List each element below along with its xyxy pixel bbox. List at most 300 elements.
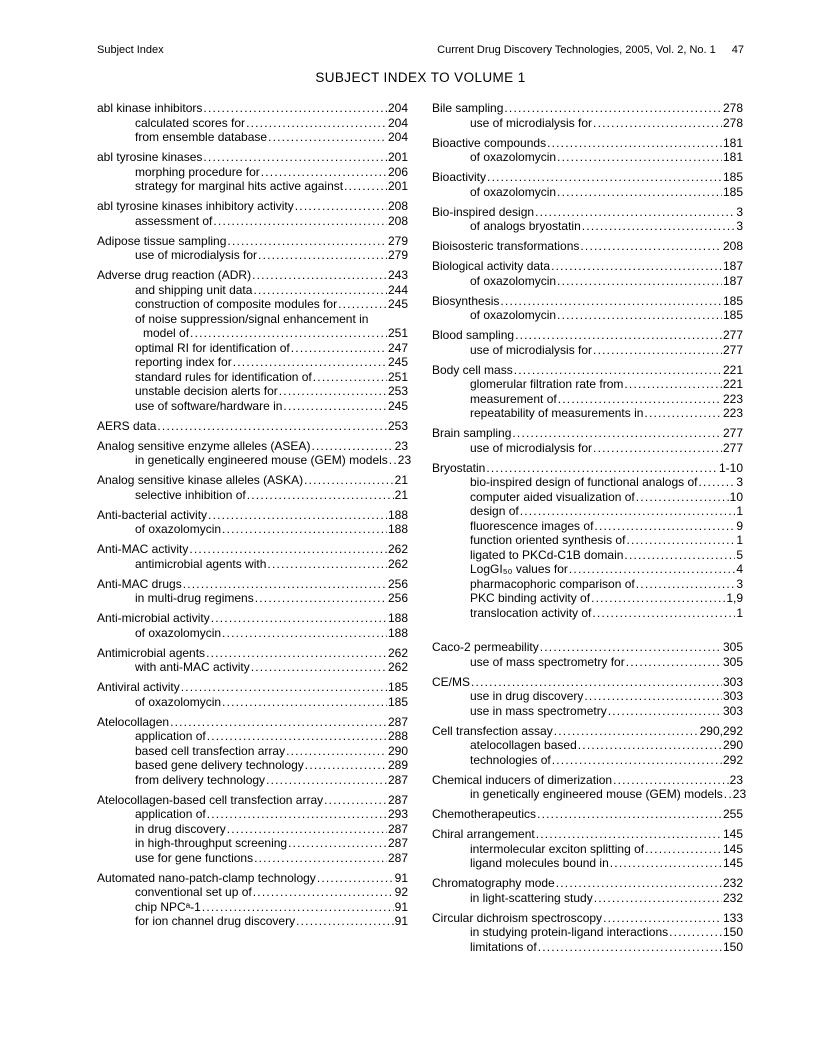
- index-subentry: [97, 885, 408, 900]
- index-entry: [97, 871, 408, 886]
- index-subentry: [97, 370, 408, 385]
- leader-dots: [610, 856, 722, 871]
- page-ref: 287: [387, 821, 408, 836]
- page-ref: 287: [387, 792, 408, 807]
- index-term: Adipose tissue sampling: [97, 233, 227, 248]
- index-column-left: [97, 101, 412, 954]
- index-term: from delivery technology: [135, 772, 266, 787]
- page-ref: 185: [722, 184, 743, 199]
- index-subentry: [432, 925, 743, 940]
- index-term: Bryostatin: [432, 460, 486, 475]
- index-term: in drug discovery: [135, 821, 226, 836]
- page-ref: 303: [722, 674, 743, 689]
- index-subentry: [97, 773, 408, 788]
- index-subentry: [97, 744, 408, 759]
- leader-dots: [580, 239, 722, 254]
- index-group: [97, 150, 408, 194]
- leader-dots: [268, 130, 387, 145]
- index-entry: [97, 473, 408, 488]
- page-ref: 21: [394, 473, 408, 487]
- leader-dots: [304, 473, 394, 488]
- index-term: use of microdialysis for: [470, 342, 593, 357]
- index-group: [432, 772, 747, 802]
- leader-dots: [557, 274, 722, 289]
- index-term: pharmacophoric comparison of: [470, 576, 635, 591]
- page-ref: 1,9: [726, 591, 743, 605]
- index-subentry: [432, 577, 743, 592]
- index-term: Anti-bacterial activity: [97, 507, 208, 522]
- page-ref: 256: [387, 591, 408, 605]
- leader-dots: [246, 116, 387, 131]
- index-entry: [97, 793, 408, 808]
- index-term: Analog sensitive enzyme alleles (ASEA): [97, 438, 311, 453]
- page-ref: 287: [387, 850, 408, 865]
- index-term: use of microdialysis for: [470, 440, 593, 455]
- index-term: assessment of: [135, 213, 213, 228]
- index-term: repeatability of measurements in: [470, 406, 644, 420]
- page-ref: 10: [729, 489, 743, 504]
- index-term: Bio-inspired design: [432, 204, 535, 219]
- leader-dots: [552, 753, 722, 768]
- page-ref: 201: [387, 150, 408, 164]
- leader-dots: [286, 744, 387, 759]
- page-ref: 255: [722, 807, 743, 821]
- page-ref: 23: [732, 787, 747, 801]
- page-ref: 293: [387, 807, 408, 821]
- leader-dots: [504, 101, 722, 116]
- page-ref: 251: [387, 369, 408, 384]
- index-subentry: [97, 399, 408, 414]
- index-group: [97, 577, 408, 606]
- page-ref: 245: [387, 297, 408, 311]
- index-subentry: [432, 274, 743, 289]
- leader-dots: [584, 689, 722, 704]
- index-term: of noise suppression/signal enhancement in: [135, 311, 369, 326]
- index-group: [432, 170, 743, 199]
- leader-dots: [296, 914, 394, 929]
- index-columns: [97, 101, 747, 954]
- index-subentry: [97, 297, 408, 312]
- leader-dots: [624, 377, 722, 392]
- index-subentry: [97, 807, 408, 822]
- page-ref: 3: [736, 204, 743, 219]
- index-subentry: [97, 283, 408, 298]
- index-entry: [97, 234, 408, 249]
- leader-dots: [233, 355, 387, 370]
- running-head-right: [437, 44, 744, 57]
- page-ref: 287: [387, 836, 408, 850]
- page-ref: 279: [387, 233, 408, 248]
- index-entry: [432, 136, 743, 151]
- index-term: Automated nano-patch-clamp technology: [97, 870, 316, 885]
- page-ref: 278: [722, 101, 743, 115]
- leader-dots: [170, 715, 387, 730]
- index-term: Biological activity data: [432, 259, 551, 273]
- leader-dots: [645, 842, 722, 857]
- page-ref: 23: [394, 438, 408, 453]
- index-entry: [97, 715, 408, 730]
- page-ref: 1: [736, 504, 743, 518]
- page-ref: 187: [722, 273, 743, 288]
- index-subentry: [97, 660, 408, 675]
- leader-dots: [207, 729, 387, 744]
- index-subentry: [97, 179, 408, 194]
- page-ref: 244: [387, 282, 408, 297]
- index-term: Cell transfection assay: [432, 723, 553, 738]
- leader-dots: [222, 695, 387, 710]
- leader-dots: [389, 453, 397, 468]
- index-term: of oxazolomycin: [470, 308, 557, 322]
- journal-citation: Current Drug Discovery Technologies, 2005, Vol. 2, No. 1: [437, 44, 716, 56]
- index-term: intermolecular exciton splitting of: [470, 841, 645, 856]
- index-entry: [97, 150, 408, 165]
- index-group: [97, 101, 408, 145]
- index-entry: [432, 773, 743, 788]
- page-ref: 133: [722, 910, 743, 925]
- index-subentry: [432, 377, 743, 392]
- page-ref: 288: [387, 729, 408, 743]
- index-group: [97, 793, 408, 866]
- page-ref: 91: [394, 899, 408, 914]
- leader-dots: [279, 384, 387, 399]
- index-subentry: [432, 533, 743, 548]
- index-subentry: [432, 116, 743, 131]
- index-group: [432, 239, 743, 254]
- index-group: [432, 640, 743, 669]
- index-entry: [97, 199, 408, 214]
- index-term: Bioactive compounds: [432, 135, 547, 150]
- page-number: 47: [731, 44, 744, 56]
- index-term: optimal RI for identification of: [135, 340, 290, 355]
- leader-dots: [261, 165, 387, 180]
- index-term: function oriented synthesis of: [470, 533, 626, 547]
- index-term: of oxazolomycin: [470, 184, 557, 199]
- index-term: conventional set up of: [135, 885, 252, 899]
- page-ref: 23: [729, 772, 743, 787]
- index-subentry: [432, 689, 743, 704]
- index-term: abl tyrosine kinases inhibitory activity: [97, 199, 294, 213]
- leader-dots: [338, 297, 387, 312]
- leader-dots: [189, 542, 387, 557]
- index-subentry: [97, 116, 408, 131]
- index-term: translocation activity of: [470, 605, 592, 620]
- index-group: [97, 419, 408, 434]
- leader-dots: [551, 259, 722, 274]
- leader-dots: [291, 341, 387, 356]
- index-term: in multi-drug regimens: [135, 591, 254, 605]
- index-subentry: [97, 591, 408, 606]
- index-term: of oxazolomycin: [135, 625, 222, 640]
- page-ref: 221: [722, 362, 743, 377]
- index-subentry: [432, 856, 743, 871]
- index-subentry: [97, 695, 408, 710]
- index-term: fluorescence images of: [470, 518, 594, 533]
- index-entry: [432, 170, 743, 185]
- leader-dots: [500, 294, 722, 309]
- index-subentry: [97, 914, 408, 929]
- page-ref: 262: [387, 556, 408, 571]
- page-ref: 262: [387, 645, 408, 660]
- leader-dots: [569, 562, 735, 577]
- page-ref: 3: [736, 475, 743, 489]
- index-entry: [432, 807, 743, 822]
- index-term: LogGI₅₀ values for: [470, 562, 568, 576]
- index-term: of oxazolomycin: [470, 273, 557, 288]
- index-subentry: [432, 891, 743, 906]
- index-term: Caco-2 permeability: [432, 640, 539, 654]
- leader-dots: [724, 787, 732, 802]
- page-ref: 187: [722, 259, 743, 273]
- page-ref: 277: [722, 328, 743, 342]
- leader-dots: [203, 101, 387, 116]
- index-group: [432, 426, 743, 455]
- page-ref: 223: [722, 406, 743, 420]
- index-subentry: [432, 519, 743, 534]
- index-term: Atelocollagen: [97, 714, 170, 729]
- index-subentry: [97, 384, 408, 399]
- index-term: use of software/hardware in: [135, 398, 283, 413]
- page-ref: 303: [722, 689, 743, 703]
- leader-dots: [540, 640, 722, 655]
- leader-dots: [582, 219, 736, 234]
- index-group: [97, 199, 408, 228]
- leader-dots: [554, 724, 699, 739]
- index-term: of oxazolomycin: [135, 694, 222, 709]
- index-term: application of: [135, 807, 206, 821]
- index-group: [97, 611, 408, 640]
- index-term: Circular dichroism spectroscopy: [432, 910, 603, 925]
- page-ref: 91: [394, 870, 408, 885]
- leader-dots: [157, 419, 387, 434]
- index-group: [432, 101, 743, 130]
- page-ref: 21: [394, 487, 408, 502]
- leader-dots: [253, 885, 394, 900]
- leader-dots: [538, 940, 722, 955]
- leader-dots: [227, 234, 387, 249]
- index-subentry: [97, 355, 408, 370]
- leader-dots: [283, 399, 387, 414]
- index-entry: [97, 101, 408, 116]
- index-term: of oxazolomycin: [135, 522, 222, 536]
- page-ref: 150: [722, 939, 743, 954]
- leader-dots: [254, 851, 387, 866]
- index-term: selective inhibition of: [135, 487, 246, 502]
- index-group: [432, 724, 743, 768]
- index-entry: [432, 675, 743, 690]
- page-ref: 181: [722, 150, 743, 164]
- page-ref: 91: [394, 914, 408, 928]
- page-ref: 185: [722, 170, 743, 184]
- leader-dots: [535, 205, 735, 220]
- index-term: in high-throughput screening: [135, 836, 288, 850]
- index-group: [97, 268, 408, 413]
- index-group: [432, 328, 743, 357]
- index-subentry: [432, 475, 743, 490]
- index-group: [432, 205, 743, 234]
- page-ref: 185: [722, 308, 743, 322]
- index-term: model of: [143, 326, 190, 340]
- index-term: Anti-microbial activity: [97, 611, 210, 625]
- leader-dots: [202, 900, 394, 915]
- index-entry: [432, 363, 743, 378]
- index-group: [432, 136, 743, 165]
- leader-dots: [594, 891, 722, 906]
- index-term: ligated to PKCd-C1B domain: [470, 547, 624, 562]
- page-ref: 245: [387, 398, 408, 413]
- index-subentry: [97, 326, 408, 341]
- page-ref: 188: [387, 507, 408, 522]
- index-entry: [97, 268, 408, 283]
- page-ref: 287: [387, 772, 408, 787]
- page-ref: 201: [387, 179, 408, 193]
- index-group: [97, 508, 408, 537]
- page-ref: 185: [387, 694, 408, 709]
- index-term: PKC binding activity of: [470, 591, 591, 605]
- leader-dots: [592, 606, 735, 621]
- index-subentry: [432, 441, 743, 456]
- index-term: Chemotherapeutics: [432, 807, 537, 821]
- leader-dots: [594, 519, 735, 534]
- page-ref: 9: [736, 518, 743, 533]
- page-ref: 188: [387, 611, 408, 625]
- page-ref: 223: [722, 391, 743, 406]
- page-ref: 145: [722, 841, 743, 856]
- index-group: [432, 807, 743, 822]
- index-term: glomerular filtration rate from: [470, 377, 624, 391]
- page-ref: 289: [387, 758, 408, 772]
- index-term: morphing procedure for: [135, 164, 260, 179]
- index-term: use for gene functions: [135, 850, 254, 865]
- page-ref: 185: [722, 293, 743, 308]
- leader-dots: [593, 441, 722, 456]
- leader-dots: [222, 522, 387, 537]
- page-ref: 290: [722, 738, 743, 752]
- index-group: [97, 438, 412, 468]
- leader-dots: [207, 807, 387, 822]
- leader-dots: [626, 533, 735, 548]
- leader-dots: [222, 626, 387, 641]
- leader-dots: [636, 577, 736, 592]
- index-entry: [97, 419, 408, 434]
- page-ref: 290: [387, 743, 408, 758]
- index-subentry: [432, 219, 743, 234]
- running-head-left: Subject Index: [97, 44, 164, 56]
- index-subentry: [432, 842, 743, 857]
- index-subentry: [97, 557, 408, 572]
- index-subentry: [97, 488, 408, 503]
- page-ref: 208: [387, 199, 408, 213]
- index-subentry: [97, 214, 408, 229]
- leader-dots: [636, 490, 729, 505]
- page-ref: 305: [722, 654, 743, 669]
- index-entry: [97, 439, 408, 454]
- index-term: design of: [470, 504, 519, 518]
- page-ref: 4: [736, 562, 743, 576]
- index-term: in light-scattering study: [470, 890, 593, 905]
- index-group: [97, 542, 408, 571]
- leader-dots: [183, 577, 387, 592]
- index-group: [432, 294, 743, 323]
- index-subentry: [432, 406, 743, 421]
- page-ref: 278: [722, 115, 743, 130]
- page-ref: 251: [387, 326, 408, 340]
- page-ref: 1: [736, 605, 743, 620]
- page-ref: 5: [736, 547, 743, 562]
- page-ref: 204: [387, 101, 408, 115]
- index-subentry: [432, 655, 743, 670]
- index-term: unstable decision alerts for: [135, 384, 278, 398]
- leader-dots: [305, 758, 387, 773]
- index-subentry: [432, 504, 743, 519]
- leader-dots: [536, 827, 722, 842]
- leader-dots: [252, 268, 387, 283]
- page-ref: 181: [722, 135, 743, 150]
- page-ref: 1: [736, 533, 743, 547]
- index-term: measurement of: [470, 391, 557, 406]
- leader-dots: [203, 150, 387, 165]
- index-entry: [432, 876, 743, 891]
- index-group: [97, 646, 408, 675]
- index-term: Body cell mass: [432, 362, 513, 377]
- leader-dots: [578, 738, 722, 753]
- index-term: with anti-MAC activity: [135, 660, 250, 674]
- index-term: technologies of: [470, 752, 551, 767]
- index-subentry: [97, 165, 408, 180]
- index-subentry: [97, 130, 408, 145]
- index-term: Bioactivity: [432, 170, 487, 184]
- index-entry: [432, 101, 743, 116]
- index-term: Adverse drug reaction (ADR): [97, 268, 252, 282]
- index-subentry: [432, 606, 743, 621]
- index-entry: [432, 724, 743, 739]
- leader-dots: [313, 370, 387, 385]
- index-group: [432, 259, 743, 288]
- index-subentry: [97, 851, 408, 866]
- index-subentry: [97, 341, 408, 356]
- index-term: Anti-MAC drugs: [97, 576, 182, 591]
- index-term: abl tyrosine kinases: [97, 150, 203, 164]
- running-head: [97, 44, 744, 57]
- index-term: based cell transfection array: [135, 743, 286, 758]
- index-subentry: [97, 758, 408, 773]
- page-ref: 232: [722, 876, 743, 890]
- leader-dots: [471, 675, 722, 690]
- index-term: Anti-MAC activity: [97, 542, 189, 556]
- index-subentry: [97, 522, 408, 537]
- leader-dots: [557, 308, 722, 323]
- index-term: calculated scores for: [135, 115, 246, 130]
- page-ref: 256: [387, 576, 408, 591]
- index-group: [97, 871, 408, 929]
- index-term: for ion channel drug discovery: [135, 914, 296, 928]
- index-term: standard rules for identification of: [135, 369, 312, 384]
- leader-dots: [317, 871, 394, 886]
- leader-dots: [295, 199, 387, 214]
- index-subentry: [432, 591, 743, 606]
- page-ref: 253: [387, 418, 408, 433]
- leader-dots: [593, 343, 722, 358]
- page-ref: 150: [722, 925, 743, 939]
- index-group: [432, 911, 743, 955]
- page-ref: 145: [722, 856, 743, 870]
- index-term: use of microdialysis for: [470, 115, 593, 130]
- index-term: of oxazolomycin: [470, 150, 557, 164]
- index-term: Chromatography mode: [432, 876, 555, 890]
- index-group: [97, 234, 408, 263]
- index-term: Biosynthesis: [432, 293, 500, 308]
- page-ref: 3: [736, 576, 743, 591]
- index-subentry: [432, 185, 743, 200]
